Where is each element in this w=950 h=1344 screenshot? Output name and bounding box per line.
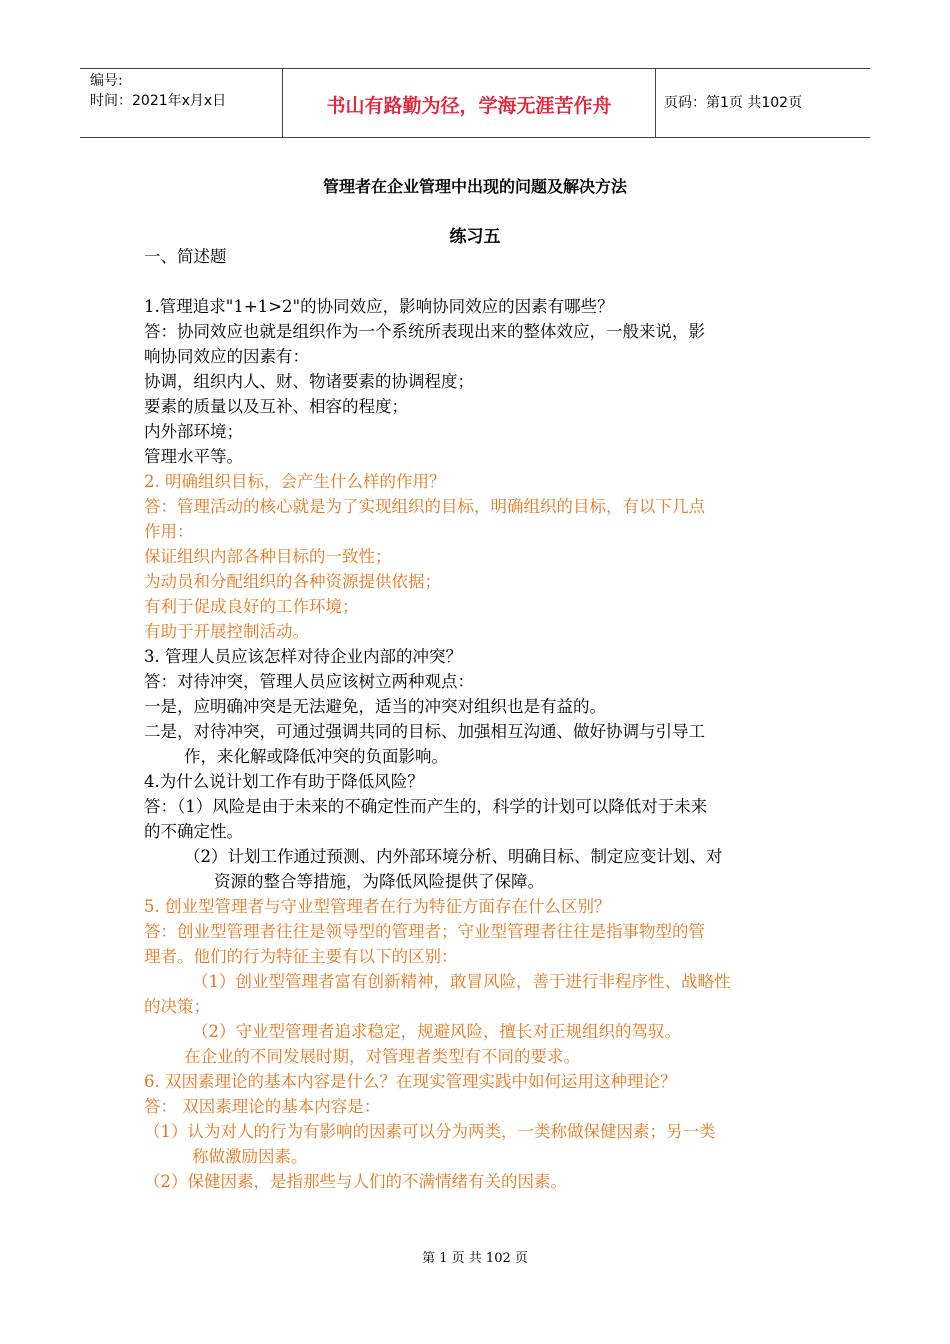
- document-subtitle: 练习五: [449, 227, 501, 247]
- text-line: 的决策；: [144, 997, 210, 1016]
- text-line: （2）守业型管理者追求稳定，规避风险，擅长对正规组织的驾驭。: [192, 1022, 681, 1041]
- text-line: 4.为什么说计划工作有助于降低风险？: [144, 772, 424, 791]
- header-page-info: 页码：第1页 共102页: [664, 95, 803, 111]
- text-line: 答： 双因素理论的基本内容是：: [144, 1097, 381, 1116]
- text-line: 6. 双因素理论的基本内容是什么？在现实管理实践中如何运用这种理论？: [144, 1072, 677, 1091]
- text-line: 协调，组织内人、财、物诸要素的协调程度；: [144, 372, 474, 391]
- text-line: 2. 明确组织目标，会产生什么样的作用？: [144, 472, 446, 491]
- header-motto-cell: [282, 69, 656, 137]
- text-line: 答：管理活动的核心就是为了实现组织的目标，明确组织的目标，有以下几点: [144, 497, 705, 516]
- blank-line: [144, 269, 814, 294]
- text-line: 响协同效应的因素有：: [144, 347, 309, 366]
- text-line: （1）认为对人的行为有影响的因素可以分为两类，一类称做保健因素；另一类: [144, 1122, 716, 1141]
- text-line: 要素的质量以及互补、相容的程度；: [144, 397, 408, 416]
- document-code-label: 编号:: [90, 73, 123, 89]
- document-time-label: 时间：2021年x月x日: [90, 93, 227, 109]
- text-line: 作，来化解或降低冲突的负面影响。: [184, 747, 448, 766]
- text-line: 为动员和分配组织的各种资源提供依据；: [144, 572, 441, 591]
- text-line: 理者。他们的行为特征主要有以下的区别：: [144, 947, 458, 966]
- text-line: 称做激励因素。: [192, 1147, 308, 1166]
- text-line: 保证组织内部各种目标的一致性；: [144, 547, 392, 566]
- text-line: 管理水平等。: [144, 447, 243, 466]
- text-line: 5. 创业型管理者与守业型管理者在行为特征方面存在什么区别？: [144, 897, 611, 916]
- text-line: 答：协同效应也就是组织作为一个系统所表现出来的整体效应，一般来说，影: [144, 322, 705, 341]
- text-line: （2）计划工作通过预测、内外部环境分析、明确目标、制定应变计划、对: [184, 847, 723, 866]
- text-line: （2）保健因素，是指那些与人们的不满情绪有关的因素。: [144, 1172, 567, 1191]
- text-line: 二是，对待冲突，可通过强调共同的目标、加强相互沟通、做好协调与引导工: [144, 722, 705, 741]
- document-body: [144, 244, 814, 1194]
- text-line: 有助于开展控制活动。: [144, 622, 309, 641]
- header-page-cell: [656, 69, 870, 137]
- motto-text: 书山有路勤为径，学海无涯苦作舟: [326, 95, 612, 117]
- text-line: 在企业的不同发展时期，对管理者类型有不同的要求。: [184, 1047, 580, 1066]
- text-line: 答：（1）风险是由于未来的不确定性而产生的，科学的计划可以降低对于未来: [144, 797, 708, 816]
- text-line: 的不确定性。: [144, 822, 243, 841]
- text-line: 有利于促成良好的工作环境；: [144, 597, 359, 616]
- header-meta-cell: [80, 69, 282, 137]
- text-line: 资源的整合等措施，为降低风险提供了保障。: [214, 872, 544, 891]
- text-line: 作用：: [144, 522, 194, 541]
- document-header: [80, 68, 870, 138]
- text-line: 答：对待冲突，管理人员应该树立两种观点：: [144, 672, 474, 691]
- content-lines: [144, 294, 814, 1194]
- text-line: （1）创业型管理者富有创新精神，敢冒风险，善于进行非程序性、战略性: [192, 972, 731, 991]
- document-title: 管理者在企业管理中出现的问题及解决方法: [322, 177, 627, 196]
- section-heading: 一、简述题: [144, 247, 227, 266]
- text-line: 3. 管理人员应该怎样对待企业内部的冲突？: [144, 647, 462, 666]
- text-line: 一是，应明确冲突是无法避免，适当的冲突对组织也是有益的。: [144, 697, 606, 716]
- text-line: 答：创业型管理者往往是领导型的管理者；守业型管理者往往是指事物型的管: [144, 922, 705, 941]
- text-line: 1.管理追求"1+1>2"的协同效应，影响协同效应的因素有哪些？: [144, 297, 614, 316]
- text-line: 内外部环境；: [144, 422, 243, 441]
- page-footer: 第 1 页 共 102 页: [422, 1251, 528, 1266]
